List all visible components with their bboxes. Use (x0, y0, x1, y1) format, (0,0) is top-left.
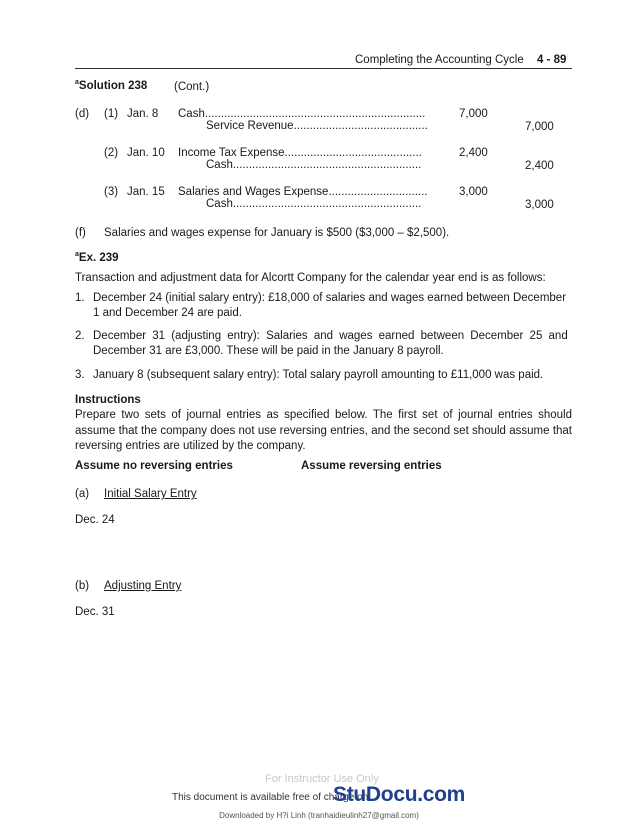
part-a-date: Dec. 24 (75, 514, 115, 526)
list-number: 2. (75, 330, 85, 342)
list-number: 3. (75, 369, 85, 381)
entry-number: (1) (104, 108, 119, 120)
studocu-free-text: This document is available free of charge on (172, 792, 369, 803)
part-a-title: Initial Salary Entry (104, 488, 197, 500)
entry-number: (2) (104, 147, 119, 159)
part-a-label: (a) (75, 488, 90, 500)
header-title: Completing the Accounting Cycle (355, 54, 524, 66)
credit-account: Cash........................................................... (206, 198, 422, 210)
entry-date: Jan. 15 (127, 186, 165, 198)
debit-account: Salaries and Wages Expense............................... (178, 186, 428, 198)
exercise-sup: a (75, 251, 79, 258)
credit-account: Cash........................................................... (206, 159, 422, 171)
debit-account: Cash..................................................................... (178, 108, 426, 120)
instructions-text: Prepare two sets of journal entries as specified below. The first set of journal entries should assume that the company does not use reversing entries, and the second set should assume that reversing entries are utilized by the company. (75, 409, 572, 452)
list-text-line1: December 24 (initial salary entry): £18,000 of salaries and wages earned between December (93, 292, 567, 304)
exercise-intro: Transaction and adjustment data for Alcortt Company for the calendar year end is as follows: (75, 272, 546, 284)
page-number: 4 - 89 (537, 54, 567, 66)
solution-sup: a (75, 79, 79, 86)
debit-amount: 7,000 (459, 108, 488, 120)
part-b-label: (b) (75, 580, 90, 592)
entry-date: Jan. 8 (127, 108, 159, 120)
list-text-line2: December 31 are £3,000. These will be paid in the January 8 payroll. (93, 345, 444, 357)
solution-heading (75, 80, 147, 92)
list-text-line2: 1 and December 24 are paid. (93, 307, 242, 319)
download-notice: Downloaded by H?i Linh (tranhaidieulinh27@gmail.com) (219, 811, 419, 820)
solution-title: Solution 238 (78, 80, 148, 92)
part-d-label: (d) (75, 108, 90, 120)
part-f-text: Salaries and wages expense for January is $500 ($3,000 – $2,500). (104, 227, 450, 239)
credit-account: Service Revenue.......................................... (206, 120, 428, 132)
instructions-heading: Instructions (75, 394, 141, 406)
entry-number: (3) (104, 186, 119, 198)
instructor-use-watermark: For Instructor Use Only (265, 773, 379, 785)
entry-date: Jan. 10 (127, 147, 165, 159)
part-b-date: Dec. 31 (75, 606, 115, 618)
exercise-title: Ex. 239 (78, 252, 119, 264)
header-rule (75, 68, 572, 69)
list-number: 1. (75, 292, 85, 304)
credit-amount: 2,400 (525, 160, 554, 172)
exercise-heading (75, 252, 119, 264)
solution-cont: (Cont.) (174, 81, 210, 93)
column-no-reversing: Assume no reversing entries (75, 460, 233, 472)
credit-amount: 3,000 (525, 199, 554, 211)
debit-amount: 3,000 (459, 186, 488, 198)
credit-amount: 7,000 (525, 121, 554, 133)
debit-amount: 2,400 (459, 147, 488, 159)
debit-account: Income Tax Expense........................................... (178, 147, 422, 159)
list-text-line1: December 31 (adjusting entry): Salaries and wages earned between December 25 and (93, 330, 568, 342)
studocu-logo[interactable]: StuDocu.com (333, 783, 466, 806)
column-reversing: Assume reversing entries (301, 460, 442, 472)
part-f-label: (f) (75, 227, 86, 239)
list-text-line1: January 8 (subsequent salary entry): Total salary payroll amounting to £11,000 was paid. (93, 369, 544, 381)
part-b-title: Adjusting Entry (104, 580, 182, 592)
